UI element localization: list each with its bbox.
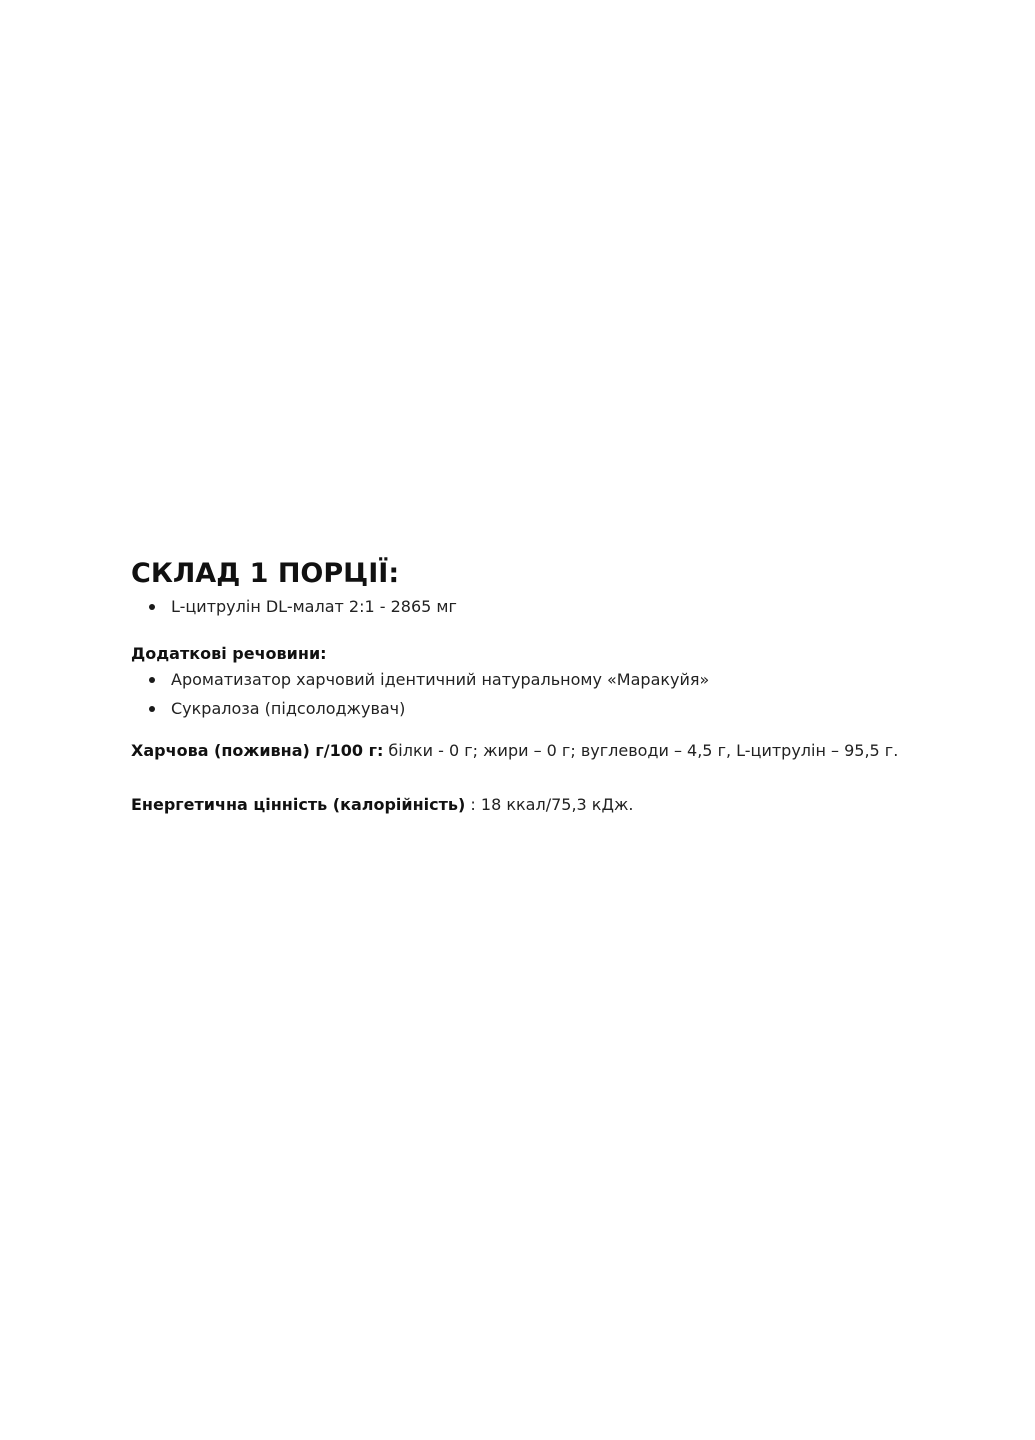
nutrition-label: Харчова (поживна) г/100 г: — [131, 741, 384, 760]
list-item — [171, 592, 951, 621]
bullet-icon — [149, 706, 155, 712]
energy-label: Енергетична цінність (калорійність) — [131, 795, 466, 814]
bullet-icon — [149, 677, 155, 683]
list-item — [171, 665, 951, 694]
nutrition-paragraph — [131, 740, 951, 762]
composition-title: СКЛАД 1 ПОРЦІЇ: — [131, 558, 400, 589]
nutrition-value: білки - 0 г; жири – 0 г; вуглеводи – 4,5 г, L-цитрулін – 95,5 г. — [383, 741, 899, 760]
ingredient-label: L-цитрулін DL-малат 2:1 - 2865 мг — [171, 597, 457, 616]
additional-heading: Додаткові речовини: — [131, 644, 327, 663]
additional-heading-paragraph — [131, 643, 951, 665]
main-ingredients-list — [131, 592, 951, 621]
energy-paragraph — [131, 794, 951, 816]
ingredient-label: Сукралоза (підсолоджувач) — [171, 699, 406, 718]
ingredient-label: Ароматизатор харчовий ідентичний натуральному «Маракуйя» — [171, 670, 710, 689]
bullet-icon — [149, 604, 155, 610]
composition-section — [131, 556, 951, 816]
list-item — [171, 694, 951, 723]
energy-value: : 18 ккал/75,3 кДж. — [465, 795, 634, 814]
additional-ingredients-list — [131, 665, 951, 723]
